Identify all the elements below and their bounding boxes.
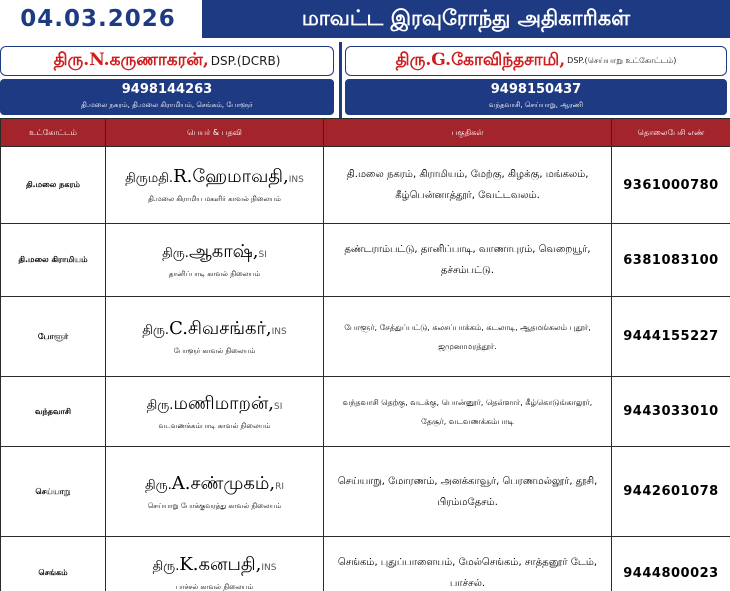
table-row	[1, 537, 730, 591]
officer-cell	[106, 224, 324, 297]
phone-cell: 9443033010	[612, 377, 730, 447]
table-header-row	[1, 119, 730, 147]
officer-name: K.கனபதி,	[179, 554, 262, 575]
phone-cell: 9361000780	[612, 147, 730, 224]
table-row	[1, 224, 730, 297]
officer-name: R.ஹேமாவதி,	[173, 166, 289, 187]
officer-name: மணிமாறன்,	[173, 392, 275, 414]
officer-1-areas: தி.மலை நகரம், தி.மலை கிராமியம், செங்கம், போளூர்	[81, 101, 253, 109]
header-subdivision: உட்கோட்டம்	[1, 119, 106, 147]
station-name: போளூர் காவல் நிலையம்	[173, 346, 256, 355]
officer-2-areas: வந்தவாசி, செய்யாறு, ஆரணி	[488, 101, 584, 109]
table-row	[1, 147, 730, 224]
header-name-rank: பெயர் & பதவி	[106, 119, 324, 147]
name-prefix: திருமதி.	[125, 171, 174, 186]
name-prefix: திரு.	[162, 246, 189, 261]
subdivision-cell: வந்தவாசி	[1, 377, 106, 447]
officer-divider	[339, 42, 342, 118]
officer-cell	[106, 147, 324, 224]
subdivision-cell: தி.மலை நகரம்	[1, 147, 106, 224]
officer-1-name-box	[0, 46, 334, 76]
officer-name: A.சண்முகம்,	[171, 472, 276, 494]
areas-cell: வந்தவாசி தெற்கு, வடக்கு, பொன்னூர், தெள்ளார், கீழ்கொடுங்காலூர், தேசூர், வடவணக்கம்பாடி	[324, 377, 612, 447]
officer-rank: INS	[288, 175, 304, 185]
subdivision-cell: செங்கம்	[1, 537, 106, 591]
station-name: தி.மலை கிராமிய மகளிர் காவல் நிலையம்	[148, 195, 281, 203]
officer-name: ஆகாஷ்,	[188, 241, 259, 262]
officer-1-rank: DSP.(DCRB)	[210, 54, 281, 68]
officer-2-rank: DSP.(செய்யாறு உட்கோட்டம்)	[567, 56, 677, 65]
areas-cell: செங்கம், புதுப்பாளையம், மேல்செங்கம், சாத்தனூர் டேம், பாச்சல்.	[324, 537, 612, 591]
header-phone: தொலைபேசி எண்	[612, 119, 730, 147]
station-name: வடவணக்கம்பாடி காவல் நிலையம்	[158, 421, 271, 430]
officer-rank: RI	[275, 481, 285, 492]
page-title: மாவட்ட இரவுரோந்து அதிகாரிகள்	[301, 5, 631, 30]
officer-rank: INS	[261, 563, 277, 573]
name-prefix: திரு.	[142, 322, 170, 338]
officer-rank: INS	[271, 326, 287, 337]
subdivision-cell: செய்யாறு	[1, 447, 106, 537]
officer-2-name: திரு.G.கோவிந்தசாமி,	[395, 50, 566, 70]
officer-1-info	[0, 79, 334, 115]
officer-1-name: திரு.N.கருணாகரன்,	[53, 50, 209, 70]
name-prefix: திரு.	[152, 559, 180, 574]
table-row	[1, 377, 730, 447]
subdivision-cell: போளூர்	[1, 297, 106, 377]
areas-cell: போளூர், சேத்துப்பட்டு, கலசப்பாக்கம், கடலாடி, ஆதமங்கலம் புதூர், ஜமுனாமரத்தூர்.	[324, 297, 612, 377]
officer-cell	[106, 537, 324, 591]
officer-1-phone: 9498144263	[121, 82, 213, 97]
phone-cell: 9444800023	[612, 537, 730, 591]
officer-name: C.சிவசங்கர்,	[169, 317, 272, 339]
areas-cell: தண்டராம்பட்டு, தானிப்பாடி, வாணாபுரம், வெறையூர், தச்சம்பட்டு.	[324, 224, 612, 297]
areas-cell: செய்யாறு, மோரணம், அனக்காவூர், பெரணமல்லூர், தூசி, பிரம்மதேசம்.	[324, 447, 612, 537]
table-row	[1, 447, 730, 537]
name-prefix: திரு.	[144, 477, 172, 493]
areas-cell: தி.மலை நகரம், கிராமியம், மேற்கு, கிழக்கு, மங்கலம், கீழ்பென்னாத்தூர், வேட்டவலம்.	[324, 147, 612, 224]
officer-2-phone: 9498150437	[490, 82, 582, 97]
officer-2-info	[345, 79, 727, 115]
station-name: தானிப்பாடி காவல் நிலையம்	[168, 270, 261, 278]
date-label: 04.03.2026	[0, 0, 196, 38]
station-name: பாச்சல் காவல் நிலையம்	[175, 583, 254, 591]
officer-rank: SI	[274, 401, 283, 412]
officer-2-name-box	[345, 46, 727, 76]
header-areas: பகுதிகள்	[324, 119, 612, 147]
station-name: செய்யாறு போக்குவரத்து காவல் நிலையம்	[147, 501, 282, 510]
phone-cell: 6381083100	[612, 224, 730, 297]
phone-cell: 9444155227	[612, 297, 730, 377]
officer-cell	[106, 377, 324, 447]
patrol-table	[0, 118, 730, 591]
table-row	[1, 297, 730, 377]
phone-cell: 9442601078	[612, 447, 730, 537]
officer-cell	[106, 297, 324, 377]
name-prefix: திரு.	[146, 397, 174, 413]
officer-cell	[106, 447, 324, 537]
subdivision-cell: தி.மலை கிராமியம்	[1, 224, 106, 297]
officer-rank: SI	[258, 250, 267, 260]
